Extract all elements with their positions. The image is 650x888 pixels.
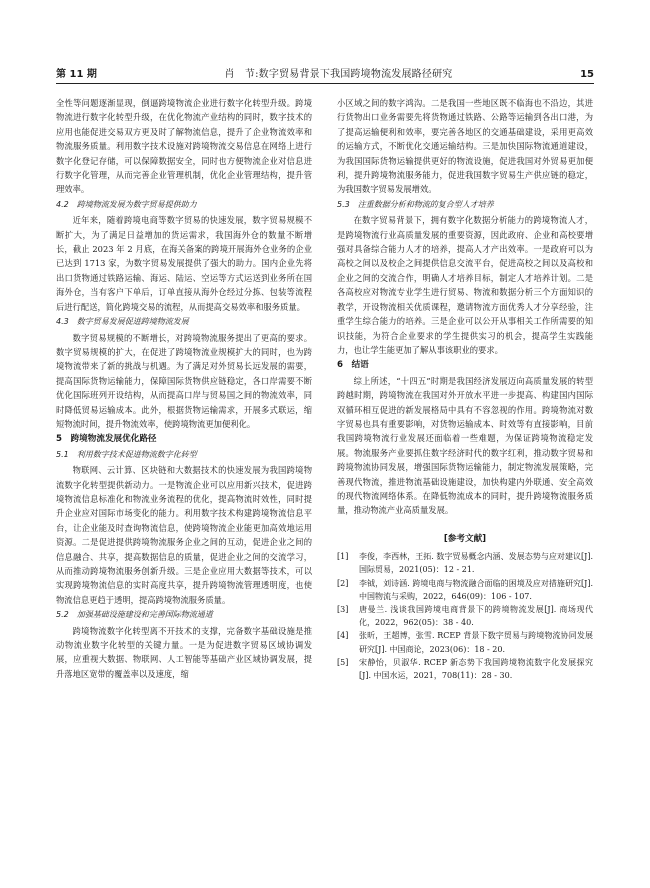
reference-number: [1] [337, 552, 349, 562]
section-heading-4-2: 4.2 跨境物流发展为数字贸易提供助力 [56, 199, 197, 209]
reference-number: [4] [337, 631, 349, 641]
reference-item [337, 656, 593, 682]
reference-number: [2] [337, 578, 349, 588]
reference-item [337, 603, 593, 629]
section-heading-6: 6 结语 [337, 360, 369, 371]
reference-text: 李钺，刘诗涵. 跨境电商与物流融合面临的困境及应对措施研究[J]. 中国物流与采购，2022，646(09)：106 - 107. [359, 578, 593, 601]
issue-number: 第 11 期 [56, 69, 97, 80]
right-column [337, 96, 593, 682]
section-heading-5-1: 5.1 利用数字技术促进物流数字化转型 [56, 449, 197, 459]
page-header [56, 60, 594, 84]
paragraph: 小区域之间的数字鸿沟。二是我国一些地区既不临海也不沿边，其进行货物出口业务需要先将货物通过铁路、公路等运输到各出口港，为了提高运输便利和效率，要完善各地区的交通基础建设，采用更高效的运输方式，不断优化交通运输结构。三是加快国际物流通道建设，为我国国际货物运输提供更好的物流设施，促进我国对外贸易更加便利，提升跨境物流服务能力，促进我国数字贸易生产供应链的稳定，为我国数字贸易发展增效。 [337, 98, 593, 195]
paragraph: 近年来，随着跨境电商等数字贸易的快速发展，数字贸易规模不断扩大，为了满足日益增加的货运需求，我国海外仓的数量不断增长，截止 2023 年 2 月底，在海关备案的跨境开展海外仓业务的企业已达到 1713 家，为数字贸易发展提供了强大的助力。国内企业先将出口货物通过铁路运输、海运、陆运、空运等方式运送到业务所在国海外仓，当有客户下单后，订单直接从海外仓经过分拣、包装等流程后进行配送，简化跨境交易的流程，从而提高交易效率和服务质量。 [56, 215, 312, 312]
references-title: [参考文献] [443, 533, 487, 544]
reference-text: 宋静怡，贝淑华. RCEP 新态势下我国跨境物流数字化发展探究[J]. 中国水运，2021，708(11)：28 - 30. [359, 657, 593, 681]
reference-number: [5] [337, 657, 349, 667]
section-heading-4-3: 4.3 数字贸易发展促进跨境物流发展 [56, 317, 189, 327]
paragraph: 物联网、云计算、区块链和大数据技术的快速发展为我国跨境物流数字化转型提供新动力。一是物流企业可以应用新兴技术，促进跨境物流信息标准化和物流业务流程的优化，提高物流时效性，同时提升企业应对国际市场变化的能力。利用数字技术构建跨境物流信息平台，让企业能及时查询物流信息，使跨境物流企业能更加高效地运用资源。二是促进提供跨境物流服务企业之间的互动，促进企业之间的信息融合、共享，提高数据信息的质量，促进企业之间的交流学习，从而推动跨境物流服务创新升级。三是企业应用大数据等技术，可以实现跨境物流信息的实时高度共享，提升跨境物流管理透明度，也使物流信息更趋于透明，提高跨境物流服务质量。 [56, 465, 312, 605]
reference-text: 唐曼兰. 浅谈我国跨境电商背景下的跨境物流发展[J]. 商场现代化，2022，962(05)：38 - 40. [359, 605, 593, 628]
paragraph: 跨境物流数字化转型离不开技术的支撑，完备数字基础设施是推动物流业数字化转型的关键力量。一是为促进数字贸易区域协调发展，应重视大数据、物联网、人工智能等基础产业区域协调发展，提升落地区宽带的覆盖率以及速度，缩 [56, 625, 312, 679]
section-heading-5: 5 跨境物流发展优化路径 [56, 434, 157, 445]
reference-number: [3] [337, 605, 349, 614]
reference-item [337, 629, 593, 655]
page-number: 15 [580, 69, 594, 80]
reference-text: 李俊，李西林，王拓. 数字贸易概念内涵、发展态势与应对建议[J]. 国际贸易，2021(05)：12 - 21. [359, 552, 593, 575]
running-title: 肖 节:数字贸易背景下我国跨境物流发展路径研究 [224, 69, 453, 80]
left-column [56, 96, 312, 681]
paragraph: 数字贸易规模的不断增长，对跨境物流服务提出了更高的要求。数字贸易规模的扩大，在促进了跨境物流业规模扩大的同时，也为跨境物流带来了新的挑战与机遇。为了满足对外贸易长远发展的需要，提高国际货物运输能力，保障国际货物供应链稳定，各口岸需要不断优化国际班列开设结构，从而提高口岸与贸易国之间的物流效率，同时降低贸易运输成本。此外，根据货物运输需求，开展多式联运，缩短物流时间，提升物流效率，使跨境物流更加便利化。 [56, 332, 312, 429]
reference-item [337, 550, 593, 576]
reference-text: 张昕，王超博，张雪. RCEP 背景下数字贸易与跨境物流协同发展研究[J]. 中国商论，2023(06)：18 - 20. [359, 631, 593, 654]
paragraph: 全性等问题逐渐显现，倒逼跨境物流企业进行数字化转型升级。跨境物流进行数字化转型升级，在优化物流产业结构的同时，数字技术的应用也能促进交易双方更及时了解物流信息，提升了企业物流效率和物流服务质量。利用数字技术设施对跨境物流交易信息在网络上进行数字化登记存储，可以保障数据安全，同时也方便物流企业对信息进行数字化管理，从而完善企业管理机制，优化企业管理结构，提升管理效率。 [56, 98, 312, 195]
section-heading-5-3: 5.3 注重数据分析和物流的复合型人才培养 [337, 199, 494, 209]
reference-item [337, 577, 593, 603]
paragraph: 在数字贸易背景下，拥有数字化数据分析能力的跨境物流人才，是跨境物流行业高质量发展的重要资源，因此政府、企业和高校要增强对具备综合能力人才的培养，提高人才产出效率。一是政府可以为高校之间以及校企之间提供信息交流平台，促进高校之间以及高校和企业之间的交流合作，明确人才培养目标，制定人才培养计划。二是各高校应对物流专业学生进行贸易、物流和数据分析三个方面知识的教学，开设物流相关优质课程，邀请物流方面优秀人才分享经验，注重学生综合能力的培养。三是企业可以公开从事相关工作所需要的知识技能，为符合企业要求的学生提供实习的机会，提高学生实践能力，也让学生能更加了解从事该职业的要求。 [337, 215, 593, 355]
reference-list [337, 550, 593, 682]
section-heading-5-2: 5.2 加强基础设施建设和完善国际物流通道 [56, 610, 213, 620]
paragraph: 综上所述，“十四五”时期是我国经济发展迈向高质量发展的转型跨越时期，跨境物流在我国对外开放水平进一步提高、构建国内国际双循环相互促进的新发展格局中具有不容忽视的作用。跨境物流对数字贸易也具有重要影响，对货物运输成本、时效等有直接影响，目前我国跨境物流行业发展还面临着一些难题，为保证跨境物流稳定发展。物流服务产业要抓住数字经济时代的数字红利，推动数字贸易和跨境物流协同发展，增强国际货物运输能力，制定物流发展策略，完善现代物流，推进物流基础设施建设，加快构建内外联通、安全高效的现代物流网络体系。在降低物流成本的同时，提升跨境物流服务质量，推动物流产业高质量发展。 [337, 375, 593, 516]
